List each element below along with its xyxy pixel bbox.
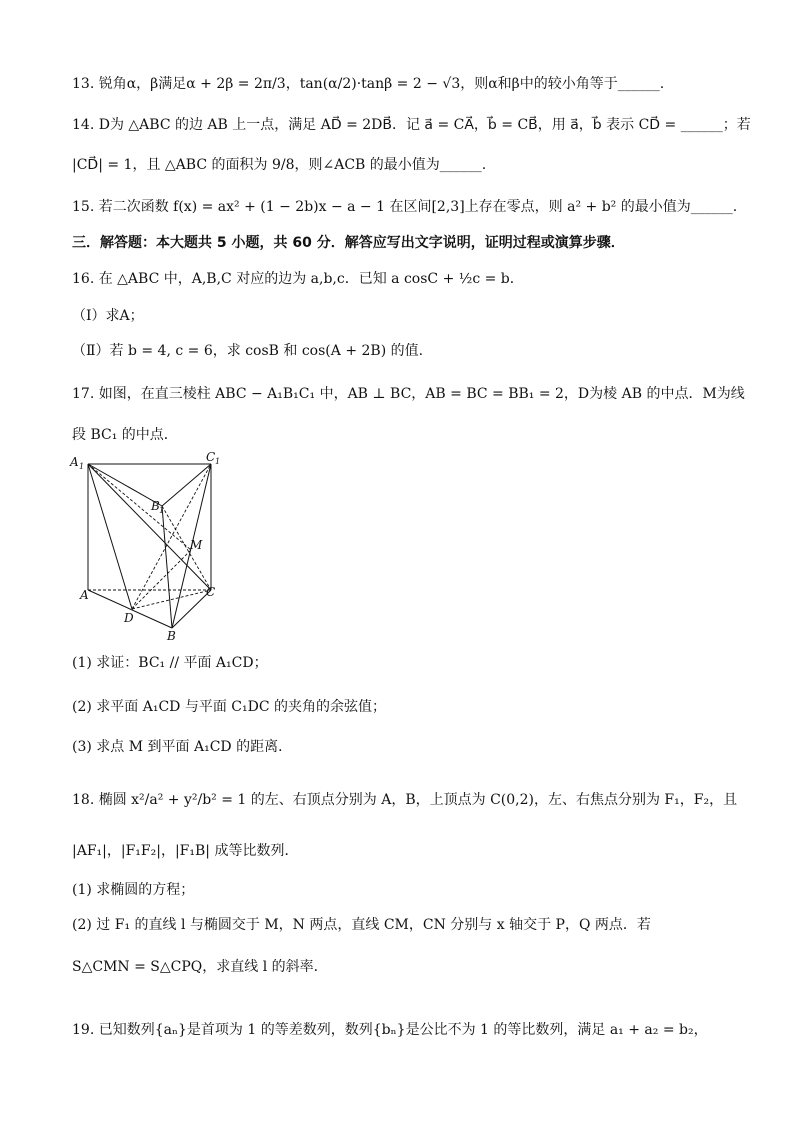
label-A1: A <box>70 455 79 469</box>
question-18-stem2: |AF₁|，|F₁F₂|，|F₁B| 成等比数列． <box>72 843 299 859</box>
question-18-part2b: S△CMN = S△CPQ，求直线 l 的斜率． <box>72 959 328 975</box>
prism-figure <box>66 452 236 647</box>
question-14-line1: 14. D为 △ABC 的边 AB 上一点，满足 AD⃗ = 2DB⃗．记 a⃗ = CA⃗，b⃗ = CB⃗，用 a⃗，b⃗ 表示 CD⃗ = ______；若 <box>72 117 751 133</box>
question-15: 15. 若二次函数 f(x) = ax² + (1 − 2b)x − a − 1 在区间[2,3]上存在零点，则 a² + b² 的最小值为______. <box>72 199 738 215</box>
question-17-stem2: 段 BC₁ 的中点． <box>72 427 178 443</box>
label-B1: B <box>151 499 160 513</box>
question-13: 13. 锐角α，β满足α + 2β = 2π/3，tan(α/2)·tanβ = 2 − √3，则α和β中的较小角等于______. <box>72 76 665 92</box>
question-18-stem1: 18. 椭圆 x²/a² + y²/b² = 1 的左、右顶点分别为 A，B，上顶点为 C(0,2)，左、右焦点分别为 F₁，F₂，且 <box>72 792 738 808</box>
question-16-stem: 16. 在 △ABC 中，A,B,C 对应的边为 a,b,c．已知 a cosC + ½c = b． <box>72 271 524 287</box>
question-19-stem1: 19. 已知数列{aₙ}是首项为 1 的等差数列，数列{bₙ}是公比不为 1 的等比数列，满足 a₁ + a₂ = b₂， <box>72 1022 708 1038</box>
question-16-part2: （Ⅱ）若 b = 4, c = 6，求 cosB 和 cos(A + 2B) 的值. <box>72 343 424 359</box>
label-C1-sub: 1 <box>215 457 221 466</box>
label-C1: C <box>206 452 216 464</box>
prism-diagram <box>66 452 236 647</box>
label-M: M <box>190 538 203 552</box>
label-A: A <box>80 588 89 602</box>
question-14-line2: |CD⃗| = 1，且 △ABC 的面积为 9/8，则∠ACB 的最小值为______. <box>72 157 487 173</box>
question-18-part2: (2) 过 F₁ 的直线 l 与椭圆交于 M，N 两点，直线 CM，CN 分别与 x 轴交于 P，Q 两点．若 <box>72 917 651 933</box>
section-3-heading: 三．解答题：本大题共 5 小题，共 60 分．解答应写出文字说明，证明过程或演算步骤． <box>72 235 625 251</box>
label-B: B <box>167 629 176 643</box>
question-17-part2: (2) 求平面 A₁CD 与平面 C₁DC 的夹角的余弦值； <box>72 699 387 715</box>
label-C: C <box>206 585 216 599</box>
label-B1-sub: 1 <box>159 506 165 515</box>
label-A1-sub: 1 <box>79 462 85 471</box>
label-D: D <box>124 611 134 625</box>
question-17-part1: (1) 求证：BC₁ // 平面 A₁CD； <box>72 655 268 671</box>
question-17-part3: (3) 求点 M 到平面 A₁CD 的距离． <box>72 739 293 755</box>
question-16-part1: （Ⅰ）求A； <box>72 308 144 324</box>
question-17-stem1: 17. 如图，在直三棱柱 ABC − A₁B₁C₁ 中，AB ⊥ BC，AB = BC = BB₁ = 2，D为棱 AB 的中点．M为线 <box>72 386 745 402</box>
question-18-part1: (1) 求椭圆的方程； <box>72 882 195 898</box>
